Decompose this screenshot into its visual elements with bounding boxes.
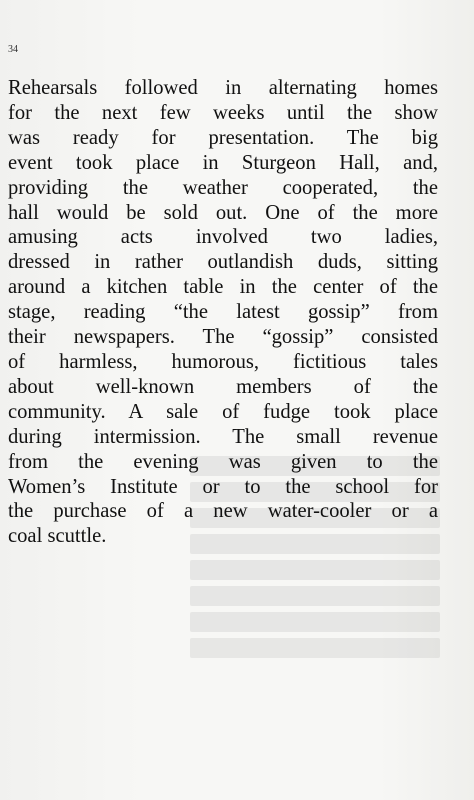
show-through-line — [190, 586, 440, 606]
text-line: during intermission. The small revenue — [8, 425, 438, 448]
text-line: community. A sale of fudge took place — [8, 400, 438, 423]
page-number: 34 — [8, 44, 18, 55]
text-line: the purchase of a new water-cooler or a — [8, 500, 438, 523]
text-line: Women’s Institute or to the school for — [8, 475, 438, 498]
text-line: around a kitchen table in the center of the — [8, 276, 438, 299]
show-through-line — [190, 560, 440, 580]
show-through-line — [190, 612, 440, 632]
text-line: stage, reading “the latest gossip” from — [8, 301, 438, 324]
text-line: coal scuttle. — [8, 525, 107, 548]
text-line: about well-known members of the — [8, 375, 438, 398]
text-line: Rehearsals followed in alternating homes — [8, 77, 438, 99]
text-line: from the evening was given to the — [8, 450, 438, 473]
text-line: amusing acts involved two ladies, — [8, 226, 438, 249]
text-line: hall would be sold out. One of the more — [8, 201, 438, 224]
show-through-line — [190, 638, 440, 658]
text-line: event took place in Sturgeon Hall, and, — [8, 151, 438, 174]
text-line: was ready for presentation. The big — [8, 126, 438, 149]
body-paragraph — [8, 76, 438, 549]
text-line: of harmless, humorous, fictitious tales — [8, 350, 438, 373]
text-line: for the next few weeks until the show — [8, 101, 438, 124]
text-line: dressed in rather outlandish duds, sitting — [8, 251, 438, 274]
text-line: providing the weather cooperated, the — [8, 176, 438, 199]
text-line: their newspapers. The “gossip” consisted — [8, 326, 438, 349]
